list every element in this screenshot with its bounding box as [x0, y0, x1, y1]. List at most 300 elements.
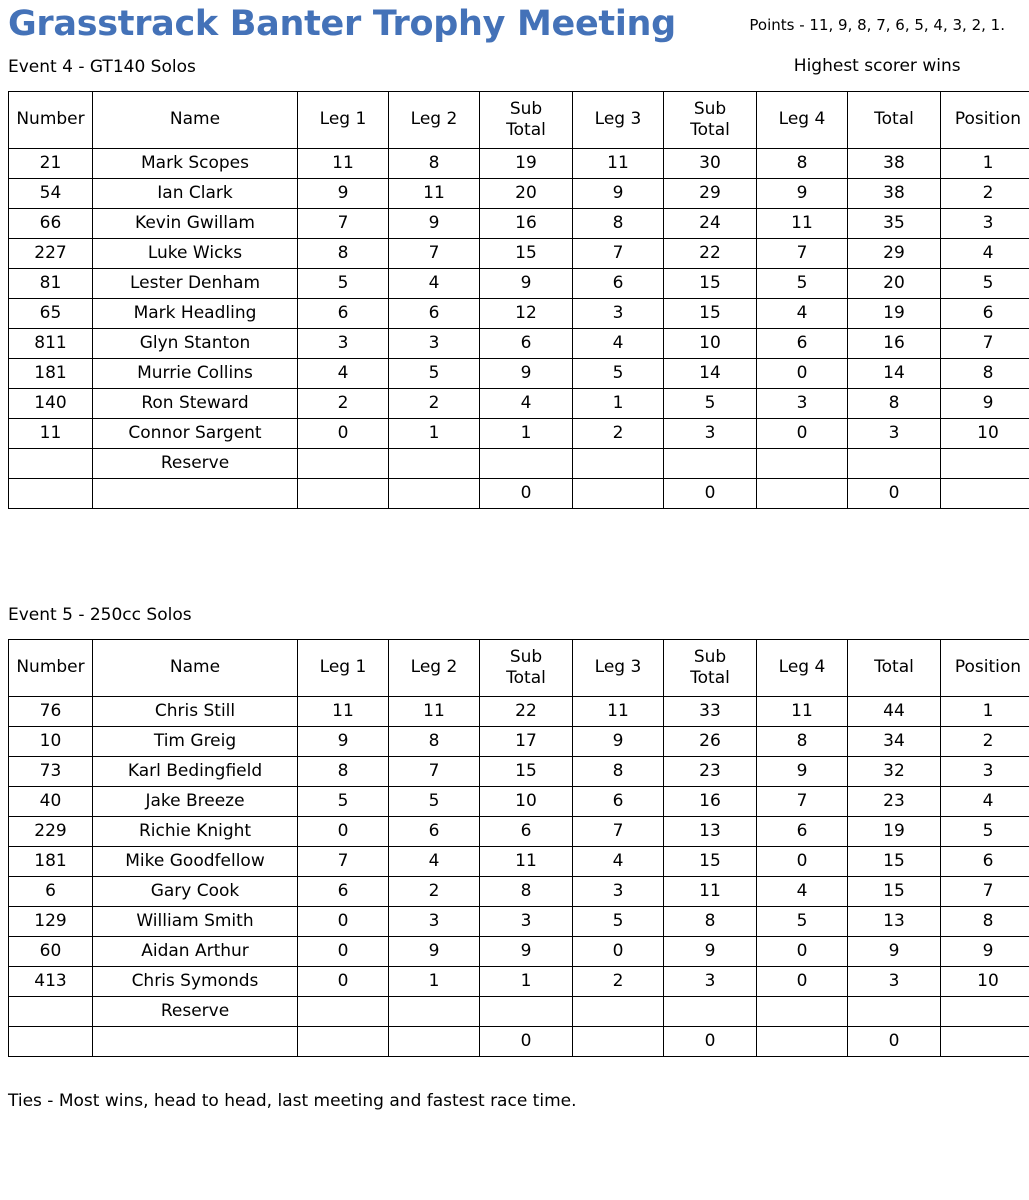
table-row	[9, 178, 1029, 208]
cell-leg1: 6	[298, 298, 389, 328]
event4-results-table	[8, 91, 1029, 509]
points-note: Points - 11, 9, 8, 7, 6, 5, 4, 3, 2, 1.	[749, 16, 1005, 34]
column-header-leg1	[298, 91, 389, 148]
cell-number: 229	[9, 816, 93, 846]
cell-name	[93, 1026, 298, 1056]
column-header-subtotal2-line2: Total	[690, 667, 730, 688]
table-row	[9, 786, 1029, 816]
cell-leg3: 2	[573, 966, 664, 996]
cell-name: Gary Cook	[93, 876, 298, 906]
cell-position: 4	[941, 786, 1029, 816]
column-header-leg2-line1: Leg 2	[410, 657, 458, 678]
cell-leg3: 8	[573, 756, 664, 786]
cell-leg4: 6	[757, 816, 848, 846]
cell-position: 5	[941, 268, 1029, 298]
cell-leg1: 5	[298, 268, 389, 298]
cell-subtotal2: 3	[664, 966, 757, 996]
cell-subtotal2: 5	[664, 388, 757, 418]
table-row	[9, 448, 1029, 478]
cell-number: 40	[9, 786, 93, 816]
event5-title: Event 5 - 250cc Solos	[8, 604, 192, 625]
column-header-leg4	[757, 639, 848, 696]
column-header-leg2	[389, 639, 480, 696]
table-row	[9, 906, 1029, 936]
event4-table-header	[9, 91, 1029, 148]
cell-number	[9, 478, 93, 508]
cell-name: Reserve	[93, 448, 298, 478]
table-row	[9, 268, 1029, 298]
table-header-row	[9, 639, 1029, 696]
cell-subtotal1: 16	[480, 208, 573, 238]
table-row	[9, 358, 1029, 388]
cell-leg2	[389, 448, 480, 478]
cell-leg2	[389, 478, 480, 508]
cell-name: Mark Headling	[93, 298, 298, 328]
cell-name: Chris Still	[93, 696, 298, 726]
cell-leg2: 3	[389, 906, 480, 936]
cell-name: Tim Greig	[93, 726, 298, 756]
column-header-subtotal1-line1: Sub	[509, 98, 543, 119]
cell-total: 44	[848, 696, 941, 726]
cell-subtotal2: 9	[664, 936, 757, 966]
cell-subtotal1: 9	[480, 358, 573, 388]
cell-number: 181	[9, 846, 93, 876]
cell-total	[848, 996, 941, 1026]
cell-leg4: 9	[757, 756, 848, 786]
cell-name: Luke Wicks	[93, 238, 298, 268]
column-header-leg4-line1: Leg 4	[778, 109, 826, 130]
cell-position: 6	[941, 298, 1029, 328]
cell-leg3: 5	[573, 906, 664, 936]
cell-name: Aidan Arthur	[93, 936, 298, 966]
document-header	[8, 6, 1021, 77]
cell-leg1: 0	[298, 816, 389, 846]
cell-total: 38	[848, 148, 941, 178]
column-header-name	[93, 639, 298, 696]
cell-subtotal1: 4	[480, 388, 573, 418]
table-row	[9, 238, 1029, 268]
column-header-position-line1: Position	[954, 657, 1022, 678]
column-header-position	[941, 639, 1029, 696]
table-row	[9, 388, 1029, 418]
table-row	[9, 876, 1029, 906]
cell-subtotal2: 8	[664, 906, 757, 936]
table-header-row	[9, 91, 1029, 148]
cell-number	[9, 1026, 93, 1056]
cell-leg2: 11	[389, 178, 480, 208]
cell-number: 181	[9, 358, 93, 388]
cell-subtotal2: 10	[664, 328, 757, 358]
cell-position: 9	[941, 388, 1029, 418]
cell-subtotal1: 3	[480, 906, 573, 936]
cell-number: 129	[9, 906, 93, 936]
cell-leg1: 2	[298, 388, 389, 418]
cell-leg3	[573, 996, 664, 1026]
cell-name: Reserve	[93, 996, 298, 1026]
cell-leg4: 11	[757, 208, 848, 238]
cell-total	[848, 448, 941, 478]
cell-total: 19	[848, 816, 941, 846]
column-header-leg2	[389, 91, 480, 148]
cell-subtotal1: 19	[480, 148, 573, 178]
cell-number: 60	[9, 936, 93, 966]
cell-subtotal1	[480, 996, 573, 1026]
cell-position	[941, 1026, 1029, 1056]
highest-scorer-note: Highest scorer wins	[793, 56, 961, 76]
cell-leg3: 11	[573, 148, 664, 178]
column-header-subtotal2-line1: Sub	[693, 646, 727, 667]
cell-leg4: 11	[757, 696, 848, 726]
cell-name: Chris Symonds	[93, 966, 298, 996]
cell-leg2: 1	[389, 418, 480, 448]
cell-subtotal2: 15	[664, 846, 757, 876]
cell-leg3: 3	[573, 876, 664, 906]
cell-leg3: 11	[573, 696, 664, 726]
cell-name: Ron Steward	[93, 388, 298, 418]
column-header-position	[941, 91, 1029, 148]
cell-leg1	[298, 448, 389, 478]
cell-total: 9	[848, 936, 941, 966]
cell-number: 81	[9, 268, 93, 298]
cell-leg4: 0	[757, 358, 848, 388]
cell-name: Mark Scopes	[93, 148, 298, 178]
cell-leg1: 11	[298, 696, 389, 726]
cell-leg4: 3	[757, 388, 848, 418]
cell-leg3: 0	[573, 936, 664, 966]
table-row	[9, 696, 1029, 726]
column-header-number	[9, 639, 93, 696]
cell-leg4: 0	[757, 936, 848, 966]
cell-position: 2	[941, 178, 1029, 208]
column-header-leg2-line1: Leg 2	[410, 109, 458, 130]
cell-leg3	[573, 478, 664, 508]
cell-leg2: 7	[389, 756, 480, 786]
cell-leg3: 1	[573, 388, 664, 418]
cell-name: Murrie Collins	[93, 358, 298, 388]
event4-title: Event 4 - GT140 Solos	[8, 56, 196, 77]
cell-total: 29	[848, 238, 941, 268]
column-header-total	[848, 91, 941, 148]
cell-leg1: 7	[298, 208, 389, 238]
cell-subtotal1: 0	[480, 1026, 573, 1056]
column-header-name	[93, 91, 298, 148]
cell-leg2: 8	[389, 148, 480, 178]
cell-subtotal2	[664, 996, 757, 1026]
cell-subtotal1: 17	[480, 726, 573, 756]
cell-position: 8	[941, 358, 1029, 388]
table-row	[9, 756, 1029, 786]
cell-number: 65	[9, 298, 93, 328]
cell-subtotal2: 30	[664, 148, 757, 178]
cell-subtotal2: 33	[664, 696, 757, 726]
cell-leg4: 8	[757, 726, 848, 756]
cell-leg4	[757, 478, 848, 508]
cell-position: 6	[941, 846, 1029, 876]
cell-total: 3	[848, 418, 941, 448]
cell-leg4	[757, 448, 848, 478]
cell-name: Richie Knight	[93, 816, 298, 846]
cell-leg4: 5	[757, 906, 848, 936]
cell-total: 14	[848, 358, 941, 388]
section-spacer	[8, 509, 1021, 605]
cell-total: 0	[848, 1026, 941, 1056]
header-right-block	[749, 6, 1021, 76]
table-row	[9, 418, 1029, 448]
cell-subtotal1: 0	[480, 478, 573, 508]
cell-position	[941, 996, 1029, 1026]
cell-name: Lester Denham	[93, 268, 298, 298]
cell-number: 811	[9, 328, 93, 358]
cell-subtotal1: 1	[480, 418, 573, 448]
page-title: Grasstrack Banter Trophy Meeting	[8, 4, 676, 44]
cell-leg2: 2	[389, 388, 480, 418]
cell-leg4: 8	[757, 148, 848, 178]
cell-subtotal2: 29	[664, 178, 757, 208]
cell-subtotal1: 6	[480, 328, 573, 358]
cell-leg2: 1	[389, 966, 480, 996]
column-header-subtotal1-line2: Total	[506, 667, 546, 688]
cell-position: 9	[941, 936, 1029, 966]
cell-total: 38	[848, 178, 941, 208]
cell-leg3: 8	[573, 208, 664, 238]
column-header-name-line1: Name	[169, 657, 221, 678]
cell-position: 1	[941, 696, 1029, 726]
cell-subtotal1: 8	[480, 876, 573, 906]
cell-leg3: 9	[573, 726, 664, 756]
cell-leg2: 2	[389, 876, 480, 906]
cell-leg4: 5	[757, 268, 848, 298]
cell-subtotal2	[664, 448, 757, 478]
event5-table-header	[9, 639, 1029, 696]
cell-leg4: 4	[757, 876, 848, 906]
cell-leg3	[573, 1026, 664, 1056]
cell-number	[9, 448, 93, 478]
cell-position: 7	[941, 876, 1029, 906]
event5-results-table	[8, 639, 1029, 1057]
cell-leg2: 11	[389, 696, 480, 726]
cell-position: 1	[941, 148, 1029, 178]
cell-leg3: 9	[573, 178, 664, 208]
cell-name: Karl Bedingfield	[93, 756, 298, 786]
column-header-leg4-line1: Leg 4	[778, 657, 826, 678]
cell-subtotal2: 23	[664, 756, 757, 786]
cell-leg2	[389, 996, 480, 1026]
cell-position: 7	[941, 328, 1029, 358]
cell-position	[941, 478, 1029, 508]
cell-subtotal1: 10	[480, 786, 573, 816]
column-header-subtotal2	[664, 639, 757, 696]
cell-name: Ian Clark	[93, 178, 298, 208]
cell-number: 227	[9, 238, 93, 268]
column-header-subtotal2-line1: Sub	[693, 98, 727, 119]
column-header-leg1-line1: Leg 1	[319, 109, 367, 130]
table-row	[9, 328, 1029, 358]
cell-leg4	[757, 1026, 848, 1056]
column-header-subtotal1	[480, 639, 573, 696]
cell-total: 13	[848, 906, 941, 936]
cell-leg2: 5	[389, 358, 480, 388]
cell-name: William Smith	[93, 906, 298, 936]
cell-leg1: 9	[298, 178, 389, 208]
cell-subtotal2: 22	[664, 238, 757, 268]
event4-table-body	[9, 148, 1029, 508]
cell-name: Jake Breeze	[93, 786, 298, 816]
cell-number: 66	[9, 208, 93, 238]
cell-leg1: 4	[298, 358, 389, 388]
cell-subtotal2: 11	[664, 876, 757, 906]
cell-subtotal1: 15	[480, 238, 573, 268]
cell-position: 10	[941, 418, 1029, 448]
cell-leg4: 0	[757, 846, 848, 876]
cell-name: Connor Sargent	[93, 418, 298, 448]
cell-total: 35	[848, 208, 941, 238]
cell-name	[93, 478, 298, 508]
table-row	[9, 298, 1029, 328]
column-header-subtotal2	[664, 91, 757, 148]
cell-leg4: 7	[757, 238, 848, 268]
column-header-leg3-line1: Leg 3	[594, 109, 642, 130]
cell-subtotal1: 11	[480, 846, 573, 876]
cell-leg2: 7	[389, 238, 480, 268]
table-row	[9, 478, 1029, 508]
column-header-number-line1: Number	[16, 109, 85, 130]
cell-number: 10	[9, 726, 93, 756]
cell-number: 73	[9, 756, 93, 786]
cell-position: 3	[941, 756, 1029, 786]
cell-leg3: 7	[573, 238, 664, 268]
cell-position: 4	[941, 238, 1029, 268]
cell-leg2: 4	[389, 268, 480, 298]
cell-leg4: 0	[757, 966, 848, 996]
cell-position: 10	[941, 966, 1029, 996]
cell-leg2	[389, 1026, 480, 1056]
cell-total: 15	[848, 846, 941, 876]
cell-leg1: 0	[298, 966, 389, 996]
cell-leg1: 0	[298, 906, 389, 936]
cell-subtotal1: 20	[480, 178, 573, 208]
cell-leg1: 7	[298, 846, 389, 876]
cell-name: Kevin Gwillam	[93, 208, 298, 238]
cell-total: 34	[848, 726, 941, 756]
column-header-subtotal1-line1: Sub	[509, 646, 543, 667]
column-header-total-line1: Total	[874, 657, 914, 678]
cell-subtotal2: 15	[664, 298, 757, 328]
cell-total: 15	[848, 876, 941, 906]
cell-name: Mike Goodfellow	[93, 846, 298, 876]
cell-leg4: 9	[757, 178, 848, 208]
column-header-subtotal1	[480, 91, 573, 148]
cell-leg1: 0	[298, 418, 389, 448]
cell-subtotal1: 6	[480, 816, 573, 846]
cell-leg3: 7	[573, 816, 664, 846]
cell-subtotal2: 16	[664, 786, 757, 816]
cell-number: 140	[9, 388, 93, 418]
cell-subtotal1	[480, 448, 573, 478]
cell-number: 21	[9, 148, 93, 178]
column-header-number	[9, 91, 93, 148]
cell-leg1	[298, 478, 389, 508]
cell-leg3: 6	[573, 786, 664, 816]
cell-leg1: 11	[298, 148, 389, 178]
cell-leg1: 8	[298, 238, 389, 268]
column-header-name-line1: Name	[169, 109, 221, 130]
cell-position: 5	[941, 816, 1029, 846]
column-header-leg1	[298, 639, 389, 696]
cell-number: 76	[9, 696, 93, 726]
cell-leg2: 4	[389, 846, 480, 876]
table-row	[9, 966, 1029, 996]
cell-subtotal2: 26	[664, 726, 757, 756]
event5-table-body	[9, 696, 1029, 1056]
column-header-leg3	[573, 639, 664, 696]
column-header-leg3-line1: Leg 3	[594, 657, 642, 678]
cell-leg3: 4	[573, 328, 664, 358]
cell-leg2: 6	[389, 298, 480, 328]
cell-leg4: 0	[757, 418, 848, 448]
cell-subtotal1: 1	[480, 966, 573, 996]
cell-total: 19	[848, 298, 941, 328]
table-row	[9, 816, 1029, 846]
column-header-position-line1: Position	[954, 109, 1022, 130]
column-header-subtotal1-line2: Total	[506, 119, 546, 140]
header-left-block	[8, 6, 676, 77]
cell-subtotal1: 12	[480, 298, 573, 328]
cell-number	[9, 996, 93, 1026]
cell-leg4	[757, 996, 848, 1026]
cell-leg3: 2	[573, 418, 664, 448]
cell-subtotal2: 0	[664, 1026, 757, 1056]
cell-leg1	[298, 996, 389, 1026]
cell-position: 8	[941, 906, 1029, 936]
cell-subtotal2: 3	[664, 418, 757, 448]
cell-subtotal1: 15	[480, 756, 573, 786]
cell-leg2: 9	[389, 208, 480, 238]
cell-subtotal2: 14	[664, 358, 757, 388]
cell-leg2: 6	[389, 816, 480, 846]
column-header-total	[848, 639, 941, 696]
cell-leg1	[298, 1026, 389, 1056]
cell-leg4: 4	[757, 298, 848, 328]
cell-total: 32	[848, 756, 941, 786]
cell-leg1: 8	[298, 756, 389, 786]
cell-position	[941, 448, 1029, 478]
cell-total: 3	[848, 966, 941, 996]
cell-name: Glyn Stanton	[93, 328, 298, 358]
table-row	[9, 1026, 1029, 1056]
cell-leg1: 0	[298, 936, 389, 966]
cell-total: 20	[848, 268, 941, 298]
cell-subtotal2: 15	[664, 268, 757, 298]
cell-leg1: 3	[298, 328, 389, 358]
cell-number: 413	[9, 966, 93, 996]
cell-leg1: 9	[298, 726, 389, 756]
cell-leg4: 7	[757, 786, 848, 816]
cell-subtotal2: 0	[664, 478, 757, 508]
column-header-total-line1: Total	[874, 109, 914, 130]
cell-leg3: 5	[573, 358, 664, 388]
cell-subtotal1: 9	[480, 268, 573, 298]
ties-note: Ties - Most wins, head to head, last meeting and fastest race time.	[8, 1090, 577, 1111]
table-row	[9, 208, 1029, 238]
cell-leg2: 5	[389, 786, 480, 816]
cell-leg3: 4	[573, 846, 664, 876]
table-row	[9, 148, 1029, 178]
cell-total: 8	[848, 388, 941, 418]
cell-position: 2	[941, 726, 1029, 756]
cell-leg3	[573, 448, 664, 478]
cell-number: 54	[9, 178, 93, 208]
table-row	[9, 936, 1029, 966]
